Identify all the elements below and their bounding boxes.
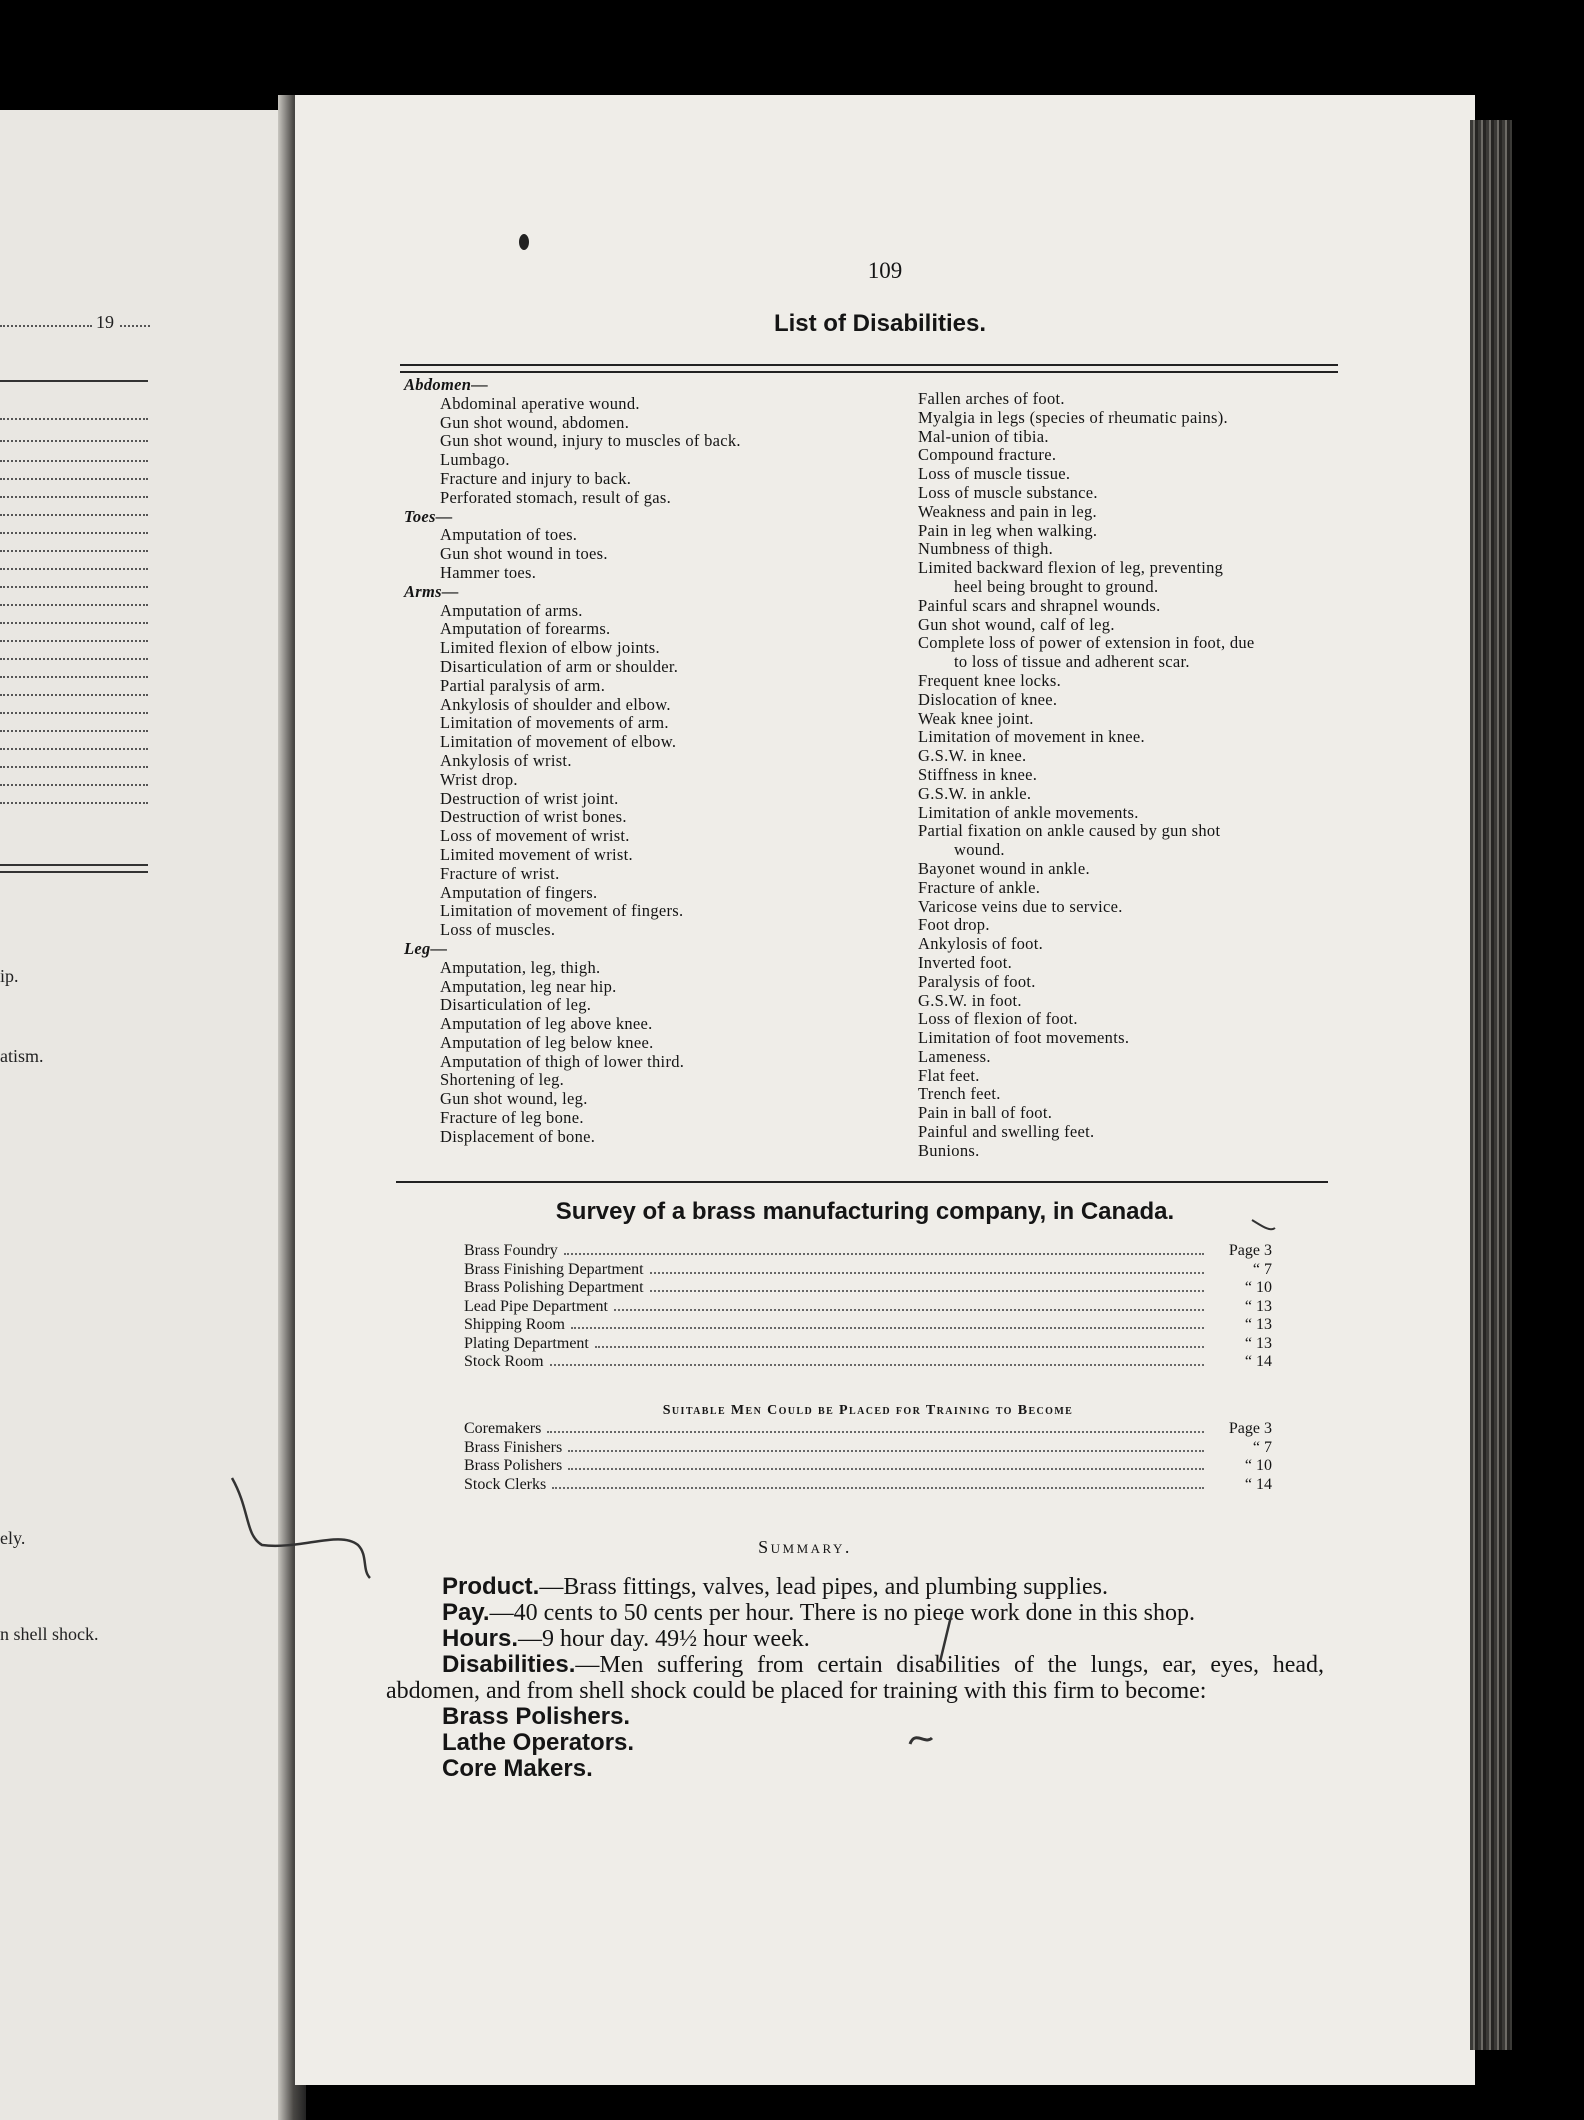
product-lead: Product. — [442, 1573, 540, 1600]
disability-item: Loss of flexion of foot. — [918, 1009, 1078, 1029]
disability-item: Lameness. — [918, 1046, 991, 1066]
disability-item: Compound fracture. — [918, 445, 1057, 465]
disability-item: Loss of muscles. — [440, 920, 556, 940]
left-page-fragment: ip. — [0, 966, 19, 986]
disability-category: Abdomen— — [404, 375, 488, 394]
disability-item: Gun shot wound, injury to muscles of back. — [440, 431, 741, 451]
disability-item: Ankylosis of shoulder and elbow. — [440, 694, 671, 714]
disability-item: Abdominal aperative wound. — [440, 393, 640, 413]
disability-item: Limitation of movements of arm. — [440, 713, 669, 733]
index-page-ref: “ 13 — [1244, 1334, 1272, 1352]
disability-item: Bayonet wound in ankle. — [918, 858, 1090, 878]
index-page-ref: “ 14 — [1244, 1475, 1272, 1493]
disabilities-lead: Disabilities. — [442, 1651, 576, 1678]
disability-item: Limited backward flexion of leg, preventing — [918, 558, 1224, 578]
disability-item: Hammer toes. — [440, 562, 537, 582]
index-page-ref: Page 3 — [1228, 1420, 1272, 1437]
disability-item: G.S.W. in knee. — [918, 746, 1027, 766]
disabilities-text: —Men suffering from certain disabilities of the lungs, ear, eyes, head, abdomen, and from shell shock could be placed for training with this firm to become: — [386, 1652, 1324, 1704]
pay-lead: Pay. — [442, 1599, 490, 1626]
disability-item: Loss of muscle tissue. — [918, 464, 1071, 484]
summary-trade: Core Makers. — [442, 1755, 593, 1782]
summary-trade: Brass Polishers. — [442, 1703, 631, 1730]
disability-item: Disarticulation of leg. — [440, 995, 592, 1015]
ink-blot-mark — [519, 234, 529, 250]
disability-item: Limitation of ankle movements. — [918, 802, 1139, 822]
summary-heading: Summary. — [758, 1537, 852, 1557]
disability-item: G.S.W. in ankle. — [918, 783, 1032, 803]
disability-item: Amputation of leg below knee. — [440, 1032, 654, 1052]
pay-text: —40 cents to 50 cents per hour. There is no piece work done in this shop. — [489, 1600, 1196, 1626]
index-label: Brass Polishing Department — [464, 1279, 644, 1296]
disability-item: Myalgia in legs (species of rheumatic pains). — [918, 407, 1228, 427]
disability-item: G.S.W. in foot. — [918, 990, 1022, 1010]
disability-item: Frequent knee locks. — [918, 670, 1062, 690]
index-label: Stock Room — [464, 1353, 544, 1370]
disability-item: Gun shot wound, calf of leg. — [918, 614, 1115, 634]
disability-item: Flat feet. — [918, 1065, 980, 1085]
training-heading: Suitable Men Could be Placed for Training to Become — [662, 1403, 1074, 1418]
disability-item: Destruction of wrist bones. — [440, 807, 627, 827]
disability-item: Partial fixation on ankle caused by gun shot — [918, 821, 1221, 841]
ink-stroke-mark — [1252, 1220, 1275, 1229]
index-label: Coremakers — [464, 1420, 542, 1437]
disability-item-continued: heel being brought to ground. — [954, 576, 1159, 596]
disability-item: Amputation, leg, thigh. — [440, 957, 601, 977]
left-page-fragment: atism. — [0, 1046, 44, 1066]
disability-item: Disarticulation of arm or shoulder. — [440, 656, 679, 676]
disability-item: Limited flexion of elbow joints. — [440, 638, 660, 658]
disability-item: Paralysis of foot. — [918, 971, 1036, 991]
disability-item: Gun shot wound in toes. — [440, 544, 608, 564]
disability-item: Fallen arches of foot. — [918, 389, 1065, 408]
disability-item: Amputation of leg above knee. — [440, 1014, 653, 1034]
index-label: Brass Finishing Department — [464, 1260, 644, 1278]
disability-item: Amputation of thigh of lower third. — [440, 1051, 685, 1071]
disability-item: Fracture and injury to back. — [440, 468, 632, 488]
disability-item: Limitation of foot movements. — [918, 1028, 1130, 1048]
disability-category: Leg— — [404, 938, 448, 958]
ink-squiggle-mark — [910, 1738, 932, 1744]
disability-item: Ankylosis of wrist. — [440, 750, 572, 770]
disability-item: Amputation of toes. — [440, 525, 578, 545]
disability-category: Toes— — [404, 506, 453, 526]
index-page-ref: “ 10 — [1244, 1457, 1272, 1474]
index-label: Shipping Room — [464, 1316, 565, 1333]
disability-item: Perforated stomach, result of gas. — [440, 487, 672, 507]
index-label: Plating Department — [464, 1334, 589, 1352]
disability-item: Painful and swelling feet. — [918, 1122, 1095, 1142]
disability-item: Fracture of wrist. — [440, 863, 560, 883]
hours-lead: Hours. — [442, 1625, 519, 1652]
page-title: List of Disabilities. — [773, 310, 987, 337]
left-page-fragment: ely. — [0, 1528, 26, 1548]
index-label: Brass Finishers — [464, 1438, 563, 1456]
disability-item: Weak knee joint. — [918, 708, 1034, 728]
disability-item: Gun shot wound, abdomen. — [440, 412, 630, 432]
left-page-date-fragment: 19 — [96, 312, 114, 332]
disability-item: Mal-union of tibia. — [918, 426, 1049, 446]
disability-item: Shortening of leg. — [440, 1070, 565, 1090]
disability-item: Fracture of leg bone. — [440, 1108, 584, 1128]
disability-item: Varicose veins due to service. — [918, 896, 1123, 916]
index-label: Brass Foundry — [464, 1242, 558, 1259]
disability-item: Wrist drop. — [440, 769, 518, 789]
page-number: 109 — [867, 258, 903, 283]
disability-item: Amputation of arms. — [440, 600, 583, 620]
pencil-bracket-mark — [232, 1478, 370, 1578]
index-page-ref: “ 10 — [1244, 1279, 1272, 1296]
left-page-fragment: n shell shock. — [0, 1624, 99, 1644]
disability-item: Limitation of movement in knee. — [918, 727, 1145, 747]
disability-item: Loss of muscle substance. — [918, 482, 1098, 502]
disability-item: Pain in leg when walking. — [918, 520, 1098, 540]
index-page-ref: “ 13 — [1244, 1316, 1272, 1333]
disability-item: Weakness and pain in leg. — [918, 501, 1097, 521]
disability-item: Bunions. — [918, 1140, 980, 1160]
disability-item: Partial paralysis of arm. — [440, 675, 606, 695]
disability-item: Complete loss of power of extension in foot, due — [918, 633, 1255, 653]
disability-item: Amputation of forearms. — [440, 619, 611, 639]
disability-item-continued: wound. — [954, 840, 1005, 860]
disability-item: Destruction of wrist joint. — [440, 788, 619, 808]
disability-item: Lumbago. — [440, 450, 510, 470]
disability-item: Limited movement of wrist. — [440, 844, 633, 864]
index-page-ref: “ 14 — [1244, 1353, 1272, 1370]
hours-text: —9 hour day. 49½ hour week. — [518, 1626, 810, 1652]
index-label: Lead Pipe Department — [464, 1297, 608, 1315]
disability-item: Numbness of thigh. — [918, 539, 1054, 559]
index-page-ref: “ 7 — [1252, 1438, 1272, 1456]
ink-stroke-mark — [940, 1612, 952, 1662]
disability-item: Pain in ball of foot. — [918, 1103, 1053, 1123]
index-label: Brass Polishers — [464, 1457, 563, 1474]
disability-item: Loss of movement of wrist. — [440, 826, 630, 846]
disability-item: Fracture of ankle. — [918, 877, 1041, 897]
index-page-ref: “ 13 — [1244, 1297, 1272, 1315]
disability-item: Gun shot wound, leg. — [440, 1089, 588, 1109]
disability-item: Inverted foot. — [918, 952, 1012, 972]
disability-item: Ankylosis of foot. — [918, 934, 1044, 954]
disability-item: Foot drop. — [918, 915, 990, 935]
disability-item-continued: to loss of tissue and adherent scar. — [954, 652, 1190, 672]
disability-item: Displacement of bone. — [440, 1126, 596, 1146]
product-text: —Brass fittings, valves, lead pipes, and plumbing supplies. — [539, 1574, 1108, 1600]
disability-item: Stiffness in knee. — [918, 764, 1038, 784]
index-page-ref: “ 7 — [1252, 1260, 1272, 1278]
disability-item: Painful scars and shrapnel wounds. — [918, 595, 1161, 615]
index-label: Stock Clerks — [464, 1475, 547, 1493]
disability-item: Trench feet. — [918, 1084, 1001, 1104]
disability-item: Limitation of movement of fingers. — [440, 901, 684, 921]
index-page-ref: Page 3 — [1228, 1242, 1272, 1259]
disability-category: Arms— — [404, 581, 459, 601]
disability-item: Amputation, leg near hip. — [440, 976, 617, 996]
disability-item: Amputation of fingers. — [440, 882, 598, 902]
summary-trade: Lathe Operators. — [442, 1729, 635, 1756]
disability-item: Limitation of movement of elbow. — [440, 732, 677, 752]
disability-item: Dislocation of knee. — [918, 689, 1058, 709]
survey-title: Survey of a brass manufacturing company, in Canada. — [555, 1198, 1175, 1225]
